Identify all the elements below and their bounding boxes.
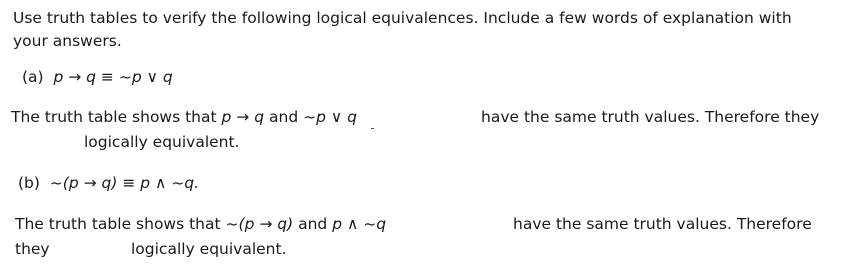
part-b-equiv: ≡: [122, 174, 136, 192]
part-a-sentence-end: logically equivalent.: [84, 133, 240, 151]
part-a-expr-rhs: ~p ∨ q: [118, 68, 173, 86]
part-a-and: and: [269, 108, 299, 126]
instructions-line-1: Use truth tables to verify the following logical equivalences. Include a few words of explanation with: [13, 9, 792, 27]
instructions-line-2: your answers.: [13, 32, 122, 50]
part-a-expr-lhs: p → q: [53, 68, 96, 86]
part-a-sentence: [11, 108, 357, 126]
part-b-sentence-mid: have the same truth values. Therefore: [513, 215, 812, 233]
part-a-sentence-rhs: ~p ∨ q: [303, 108, 357, 126]
part-b-sentence-lhs: ~(p → q): [225, 215, 294, 233]
part-b-they: they: [15, 240, 50, 258]
part-b-statement: [18, 174, 199, 192]
part-a-blank-marker[interactable]: [371, 128, 374, 129]
part-b-sentence-start: The truth table shows that: [15, 215, 221, 233]
part-b-sentence-end: logically equivalent.: [131, 240, 287, 258]
part-a-statement: [22, 68, 173, 86]
part-a-sentence-mid: have the same truth values. Therefore they: [481, 108, 820, 126]
part-b-expr-lhs: ~(p → q): [49, 174, 118, 192]
part-a-sentence-lhs: p → q: [221, 108, 265, 126]
part-b-sentence-rhs: p ∧ ~q: [332, 215, 387, 233]
part-a-equiv: ≡: [100, 68, 114, 86]
part-a-sentence-start: The truth table shows that: [11, 108, 217, 126]
part-b-sentence: [15, 215, 386, 233]
part-a-label: (a): [22, 68, 44, 86]
part-b-label: (b): [18, 174, 40, 192]
part-b-expr-rhs: p ∧ ~q.: [140, 174, 200, 192]
part-b-and: and: [298, 215, 328, 233]
